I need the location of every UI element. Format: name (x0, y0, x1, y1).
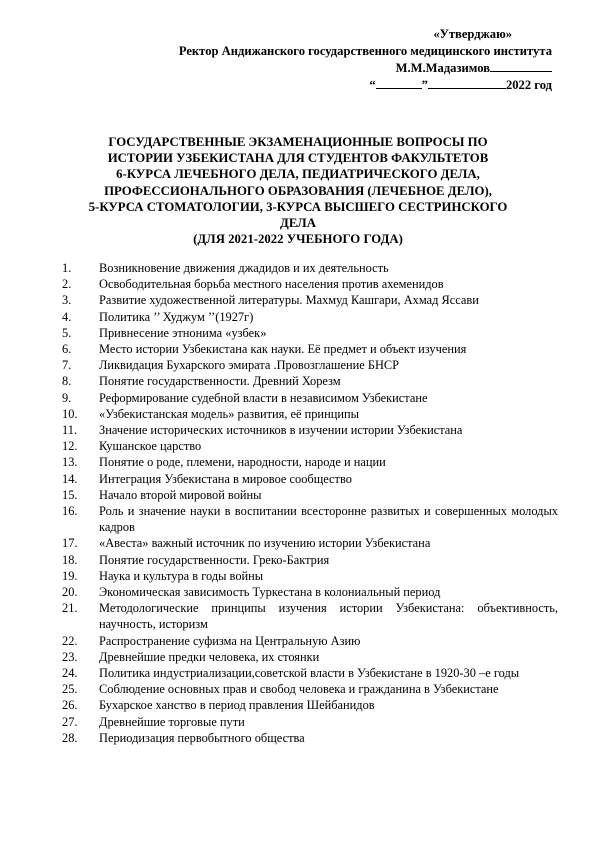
heading-line: ДЕЛА (280, 216, 316, 231)
question-number: 15. (62, 487, 78, 502)
question-number: 4. (62, 309, 72, 324)
question-number: 17. (62, 536, 78, 551)
question-number: 25. (62, 682, 78, 697)
heading-line: 5-КУРСА СТОМАТОЛОГИИ, 3-КУРСА ВЫСШЕГО СЕСТРИНСКОГО (88, 199, 508, 214)
question-list (62, 260, 558, 746)
question-number: 3. (62, 293, 72, 308)
question-item (62, 487, 558, 503)
question-number: 18. (62, 552, 78, 567)
question-item (62, 341, 558, 357)
question-item (62, 292, 558, 308)
approval-block (32, 26, 552, 94)
question-text: Развитие художественной литературы. Махмуд Кашгари, Ахмад Яссави (99, 293, 479, 308)
day-blank (376, 77, 422, 89)
heading-line: ГОСУДАРСТВЕННЫЕ ЭКЗАМЕНАЦИОННЫЕ ВОПРОСЫ ПО (108, 135, 488, 149)
question-text: Понятие государственности. Древний Хорезм (99, 374, 341, 389)
heading-line: ПРОФЕССИОНАЛЬНОГО ОБРАЗОВАНИЯ (ЛЕЧЕБНОЕ ДЕЛО), (104, 183, 492, 198)
month-blank (428, 77, 506, 89)
question-item (62, 309, 558, 325)
question-item (62, 633, 558, 649)
question-number: 24. (62, 666, 78, 681)
question-number: 1. (62, 261, 72, 275)
question-item (62, 552, 558, 568)
question-text: «Узбекистанская модель» развития, её принципы (99, 406, 359, 421)
question-text: Ликвидация Бухарского эмирата .Провозглашение БНСР (99, 358, 400, 373)
heading-line: 6-КУРСА ЛЕЧЕБНОГО ДЕЛА, ПЕДИАТРИЧЕСКОГО ДЕЛА, (116, 167, 480, 182)
question-number: 28. (62, 730, 78, 745)
question-item (62, 681, 558, 697)
question-number: 19. (62, 568, 78, 583)
question-item (62, 665, 558, 681)
question-number: 11. (62, 423, 78, 438)
document-heading (40, 134, 556, 247)
question-item (62, 649, 558, 665)
question-item (62, 276, 558, 292)
question-text: Понятие государственности. Греко-Бактрия (99, 552, 330, 567)
question-item (62, 406, 558, 422)
question-item (62, 730, 558, 746)
heading-line: ИСТОРИИ УЗБЕКИСТАНА ДЛЯ СТУДЕНТОВ ФАКУЛЬТЕТОВ (107, 151, 489, 166)
approval-date-line (32, 77, 552, 94)
question-text: Кушанское царство (99, 439, 202, 454)
question-item (62, 454, 558, 470)
question-item (62, 325, 558, 341)
question-number: 16. (62, 504, 78, 519)
question-text: Методологические принципы изучения истории Узбекистана: объективность, научность, историзм (99, 601, 558, 632)
question-text: Значение исторических источников в изучении истории Узбекистана (99, 423, 463, 438)
signature-blank (490, 60, 552, 72)
question-text: Наука и культура в годы войны (99, 568, 264, 583)
approval-year: 2022 год (505, 78, 552, 92)
question-item (62, 422, 558, 438)
question-text: Освободительная борьба местного населения против ахеменидов (99, 277, 444, 292)
rector-signature-line (32, 60, 552, 77)
question-number: 23. (62, 649, 78, 664)
question-text: Древнейшие предки человека, их стоянки (99, 649, 320, 664)
question-number: 27. (62, 714, 78, 729)
question-number: 22. (62, 633, 78, 648)
question-item (62, 260, 558, 276)
question-text: Распространение суфизма на Центральную Азию (99, 633, 361, 648)
question-item (62, 714, 558, 730)
question-text: Место истории Узбекистана как науки. Её предмет и объект изучения (99, 342, 467, 357)
question-number: 26. (62, 698, 78, 713)
question-number: 9. (62, 390, 72, 405)
question-number: 2. (62, 277, 72, 292)
question-number: 14. (62, 471, 78, 486)
question-item (62, 390, 558, 406)
question-text: Возникновение движения джадидов и их деятельность (99, 261, 389, 275)
question-text: «Авеста» важный источник по изучению истории Узбекистана (99, 536, 431, 551)
question-number: 6. (62, 342, 72, 357)
question-number: 20. (62, 585, 78, 600)
question-number: 5. (62, 325, 72, 340)
question-number: 21. (62, 601, 78, 616)
question-text: Периодизация первобытного общества (99, 730, 305, 745)
question-item (62, 600, 558, 632)
question-text: Понятие о роде, племени, народности, народе и нации (99, 455, 386, 470)
rector-name: М.М.Мадазимов (395, 61, 490, 75)
rector-title: Ректор Андижанского государственного медицинского института (178, 44, 552, 58)
question-item (62, 503, 558, 535)
question-item (62, 438, 558, 454)
question-item (62, 584, 558, 600)
question-text: Древнейшие торговые пути (99, 714, 245, 729)
question-text: Интеграция Узбекистана в мировое сообщество (99, 471, 352, 486)
question-text: Роль и значение науки в воспитании всесторонне развитых и совершенных молодых кадров (99, 504, 558, 535)
question-item (62, 697, 558, 713)
question-item (62, 373, 558, 389)
date-quote-close: ” (421, 78, 428, 92)
question-text: Соблюдение основных прав и свобод человека и гражданина в Узбекистане (99, 682, 499, 697)
question-item (62, 535, 558, 551)
question-text: Привнесение этнонима «узбек» (99, 325, 267, 340)
question-item (62, 357, 558, 373)
question-text: Начало второй мировой войны (99, 487, 262, 502)
question-item (62, 471, 558, 487)
question-text: Реформирование судебной власти в независимом Узбекистане (99, 390, 428, 405)
question-text: Экономическая зависимость Туркестана в колониальный период (99, 585, 441, 600)
question-item (62, 568, 558, 584)
question-number: 13. (62, 455, 78, 470)
question-number: 12. (62, 439, 78, 454)
heading-line: (ДЛЯ 2021-2022 УЧЕБНОГО ГОДА) (193, 232, 403, 247)
question-text: Политика индустриализации,советской власти в Узбекистане в 1920-30 –е годы (99, 666, 520, 681)
question-text: Политика ’’ Худжум ’’(1927г) (99, 309, 254, 324)
approval-title: «Утверджаю» (433, 27, 512, 41)
question-number: 7. (62, 358, 72, 373)
question-number: 8. (62, 374, 72, 389)
question-text: Бухарское ханство в период правления Шейбанидов (99, 698, 375, 713)
date-quote-open: “ (369, 78, 376, 92)
question-number: 10. (62, 406, 78, 421)
